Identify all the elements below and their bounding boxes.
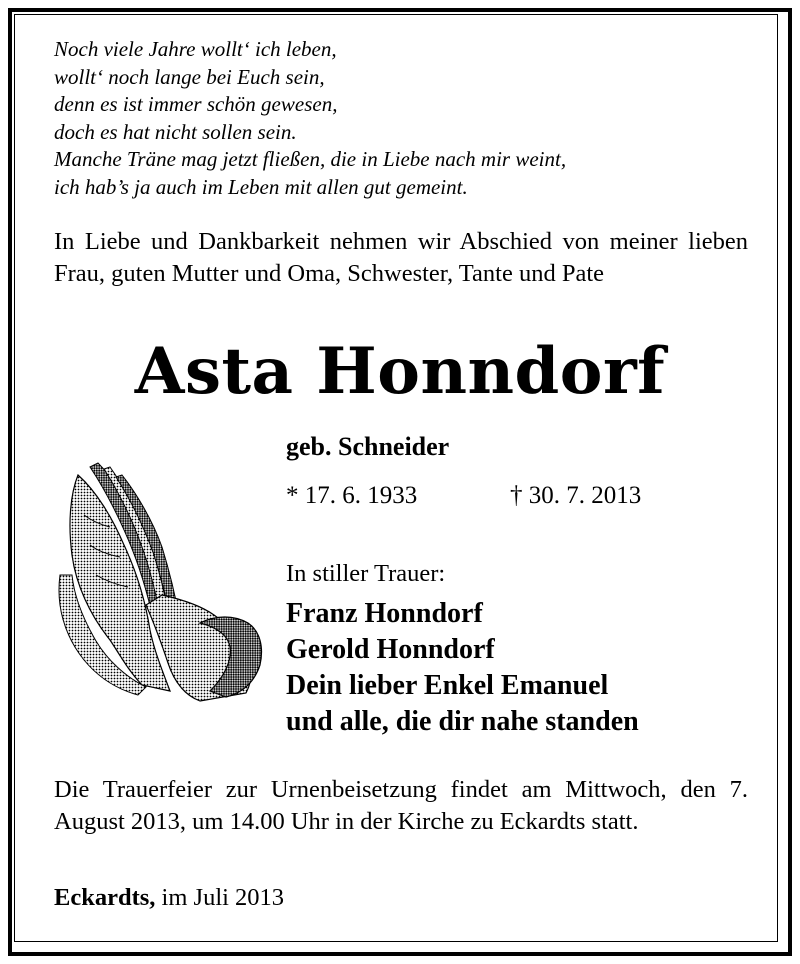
- poem-line: ich hab’s ja auch im Leben mit allen gut gemeint.: [54, 174, 468, 199]
- death-date: † 30. 7. 2013: [510, 482, 642, 509]
- mourner-name: Franz Honndorf: [286, 598, 483, 629]
- closing-line: [54, 884, 284, 912]
- mourners-list: [286, 596, 639, 740]
- poem-line: wollt‘ noch lange bei Euch sein,: [54, 64, 325, 89]
- deceased-name: Asta Honndorf: [134, 334, 666, 409]
- poem-line: Manche Träne mag jetzt fließen, die in Liebe nach mir weint,: [54, 147, 567, 171]
- closing-place: Eckardts,: [54, 884, 156, 911]
- poem: [54, 36, 774, 201]
- poem-line: doch es hat nicht sollen sein.: [54, 119, 297, 144]
- mourner-name: Dein lieber Enkel Emanuel: [286, 670, 609, 701]
- poem-line: Noch viele Jahre wollt‘ ich leben,: [54, 37, 337, 61]
- praying-hands-icon: [50, 455, 270, 705]
- poem-line: denn es ist immer schön gewesen,: [54, 92, 338, 116]
- mourner-name: und alle, die dir nahe standen: [286, 706, 639, 737]
- mourning-intro: In stiller Trauer:: [286, 560, 446, 587]
- born-name: geb. Schneider: [286, 432, 450, 461]
- mourner-name: Gerold Honndorf: [286, 634, 495, 665]
- closing-date: im Juli 2013: [161, 884, 285, 911]
- birth-date: * 17. 6. 1933: [286, 482, 418, 509]
- service-info: Die Trauerfeier zur Urnenbeisetzung findet am Mittwoch, den 7. August 2013, um 14.00 Uhr in der Kirche zu Eckardts statt.: [54, 776, 748, 835]
- intro-text: In Liebe und Dankbarkeit nehmen wir Abschied von meiner lieben Frau, guten Mutter und Oma, Schwester, Tante und Pate: [54, 228, 748, 287]
